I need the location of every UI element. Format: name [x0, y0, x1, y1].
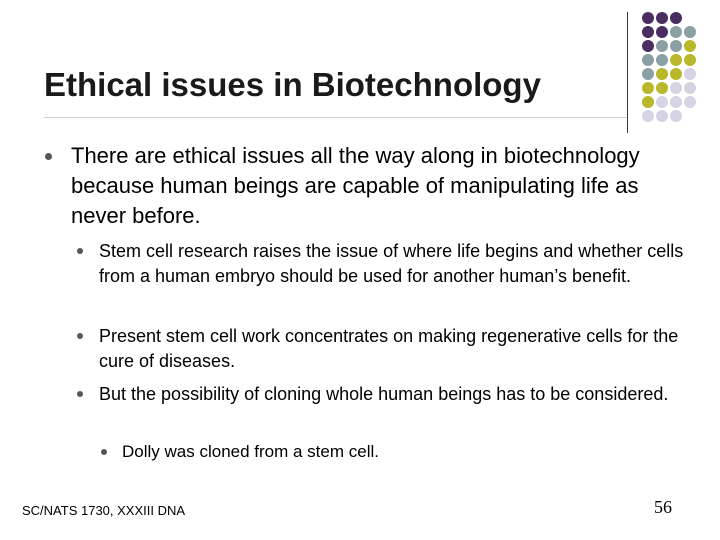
decorative-vertical-line: [627, 12, 628, 133]
decorative-dot: [656, 110, 668, 122]
page-number: 56: [654, 497, 672, 517]
sub-sub-bullet-text: Dolly was cloned from a stem cell.: [122, 442, 379, 461]
decorative-dot: [656, 54, 668, 66]
decorative-dot: [656, 12, 668, 24]
decorative-dot: [642, 110, 654, 122]
decorative-dot: [684, 68, 696, 80]
decorative-dot: [670, 96, 682, 108]
decorative-dot: [642, 26, 654, 38]
decorative-dot: [656, 40, 668, 52]
sub-bullet-marker: [77, 248, 83, 254]
decorative-dot: [656, 68, 668, 80]
decorative-dot: [684, 40, 696, 52]
sub-bullet-text: But the possibility of cloning whole human beings has to be considered.: [99, 384, 669, 404]
decorative-dot: [656, 96, 668, 108]
sub-bullet-marker: [77, 391, 83, 397]
decorative-dot: [684, 96, 696, 108]
decorative-dot: [642, 40, 654, 52]
decorative-dot: [642, 82, 654, 94]
decorative-dot: [670, 110, 682, 122]
decorative-dot: [642, 54, 654, 66]
bullet-text: There are ethical issues all the way along in biotechnology because human beings are capable of manipulating life as never before.: [71, 143, 640, 228]
decorative-dot: [670, 26, 682, 38]
sub-bullet-text: Stem cell research raises the issue of where life begins and whether cells from a human embryo should be used for another human’s benefit.: [99, 241, 684, 286]
slide-footer: SC/NATS 1730, XXXIII DNA: [22, 503, 186, 518]
sub-bullet-marker: [77, 333, 83, 339]
decorative-dot: [670, 68, 682, 80]
decorative-dot: [642, 68, 654, 80]
sub-sub-bullet-marker: [101, 449, 107, 455]
decorative-dot: [642, 12, 654, 24]
slide-title: Ethical issues in Biotechnology: [44, 66, 541, 103]
decorative-dot: [642, 96, 654, 108]
title-divider: [44, 117, 628, 118]
decorative-dot: [670, 40, 682, 52]
decorative-dot: [670, 82, 682, 94]
sub-bullet-text: Present stem cell work concentrates on making regenerative cells for the cure of diseases.: [99, 326, 679, 371]
decorative-dot: [656, 26, 668, 38]
decorative-dot: [684, 82, 696, 94]
bullet-marker: [45, 153, 52, 160]
decorative-dot: [670, 54, 682, 66]
decorative-dot: [656, 82, 668, 94]
decorative-dot: [684, 26, 696, 38]
decorative-dot: [684, 54, 696, 66]
decorative-dot: [670, 12, 682, 24]
